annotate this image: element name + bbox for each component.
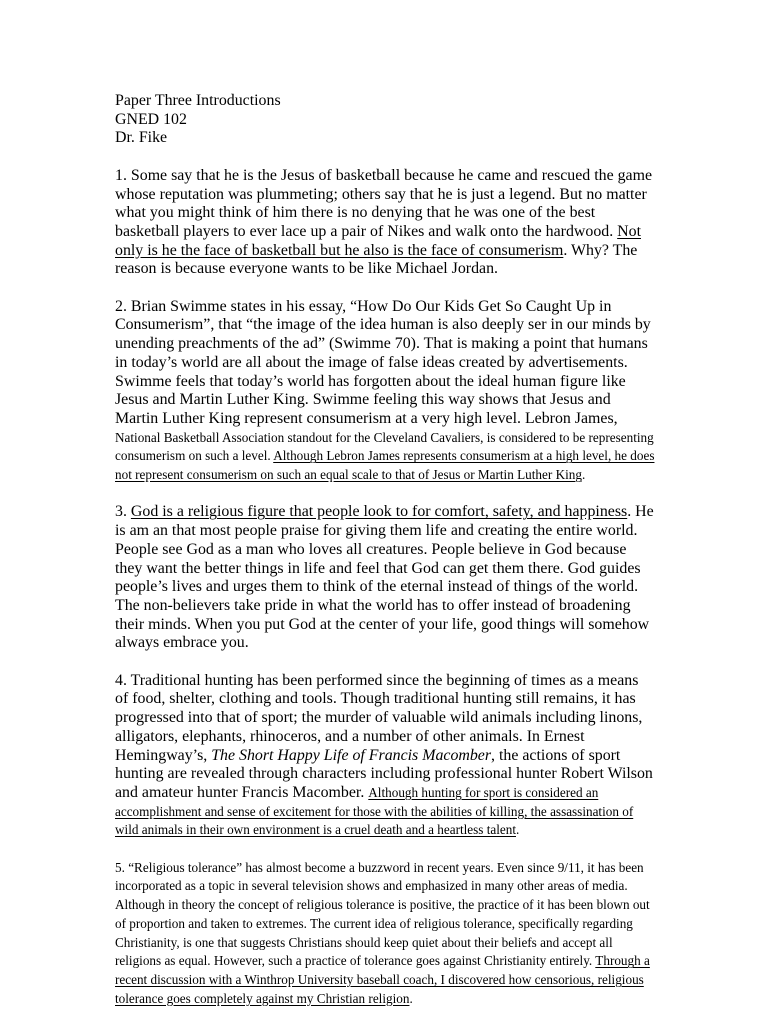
paragraph-text: . Why? The reason is because everyone wants to be like Michael Jordan.	[115, 241, 638, 278]
paragraph-number: 3.	[115, 503, 127, 521]
introduction-1	[115, 167, 655, 279]
paragraph-text: . He is am an that most people praise for giving them life and creating the entire world. People see God as a man who loves all creatures. People believe in God because they want the better things in life and feel that God can get them there. God guides people’s lives and urges them to think of the eternal instead of things of the world. The non-believers take pride in what the world has to offer instead of broadening their minds. When you put God at the center of your life, good things will somehow always embrace you.	[115, 503, 654, 652]
document-title: Paper Three Introductions	[115, 92, 281, 109]
paragraph-text: , the actions of sport hunting are revealed through characters including professional hunter Robert Wilson and amateur hunter Francis Macomber.	[115, 746, 653, 801]
paragraph-number: 2.	[115, 297, 127, 315]
paragraph-text: .	[581, 467, 586, 483]
introduction-5	[115, 859, 655, 1009]
paragraph-number: 1.	[115, 166, 127, 184]
paragraph-text: “Religious tolerance” has almost become a buzzword in recent years. Even since 9/11, it has been incorporated as a topic in several television shows and emphasized in many other areas of media. Although in theory the concept of religious tolerance is positive, the practice of it has been blown out of proportion and taken to extremes. The current idea of religious tolerance, specifically regarding Christianity, is one that suggests Christians should keep quiet about their beliefs and accept all religions as equal. However, such a practice of tolerance goes against Christianity entirely.	[115, 859, 650, 969]
paragraph-text: .	[516, 822, 520, 838]
paragraph-number: 4.	[115, 671, 127, 689]
thesis-statement: God is a religious figure that people look to for comfort, safety, and happiness	[130, 503, 628, 521]
document-header	[115, 92, 655, 148]
paragraph-text: Traditional hunting has been performed since the beginning of times as a means of food, shelter, clothing and tools. Though traditional hunting still remains, it has progressed into that of sport; the murder of valuable wild animals including linons, alligators, elephants, rhinoceros, and a number of other animals. In Ernest Hemingway’s,	[115, 671, 643, 764]
introduction-2	[115, 298, 655, 485]
thesis-statement: Although hunting for sport is considered an accomplishment and sense of excitement for those with the abilities of killing, the assassination of wild animals in their own environment is a cruel death and a heartless talent	[115, 784, 634, 838]
book-title: The Short Happy Life of Francis Macomber	[211, 746, 492, 764]
paragraph-text: Some say that he is the Jesus of basketball because he came and rescued the game whose reputation was plummeting; others say that he is just a legend. But no matter what you might think of him there is no denying that he was one of the best basketball players to ever lace up a pair of Nikes and walk onto the hardwood.	[115, 166, 653, 240]
paragraph-text-small: National Basketball Association standout for the Cleveland Cavaliers, is considered to be representing consumerism on such a level.	[115, 429, 654, 464]
thesis-statement: Through a recent discussion with a Winthrop University baseball coach, I discovered how censorious, religious tolerance goes completely against my Christian religion	[115, 953, 650, 1006]
document-body	[115, 92, 655, 1027]
instructor-name: Dr. Fike	[115, 129, 168, 147]
paragraph-text: Brian Swimme states in his essay, “How Do Our Kids Get So Caught Up in Consumerism”, that “the image of the idea human is also deeply ser in our minds by unending preachments of the ad” (Swimme 70). That is making a point that humans in today’s world are all about the image of false ideas created by advertisements. Swimme feels that today’s world has forgotten about the ideal human figure like Jesus and Martin Luther King. Swimme feeling this way shows that Jesus and Martin Luther King represent consumerism at a very high level. Lebron James,	[115, 297, 651, 427]
thesis-statement: Not only is he the face of basketball but he also is the face of consumerism	[115, 222, 641, 259]
thesis-statement: Although Lebron James represents consumerism at a high level, he does not represent consumerism on such an equal scale to that of Jesus or Martin Luther King	[115, 448, 655, 483]
introduction-4	[115, 672, 655, 840]
introduction-3	[115, 503, 655, 653]
paragraph-text: .	[409, 990, 413, 1006]
paragraph-number: 5.	[115, 859, 125, 875]
course-code: GNED 102	[115, 110, 187, 128]
